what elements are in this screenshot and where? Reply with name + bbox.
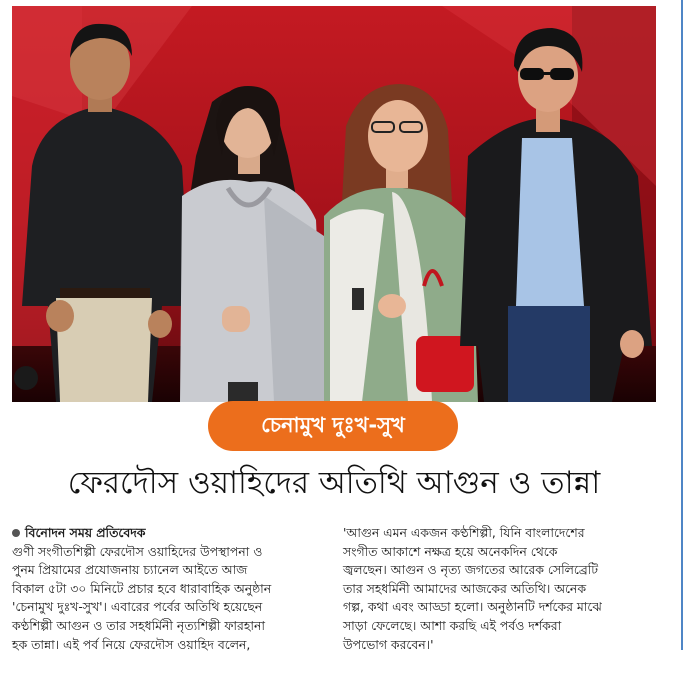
body-line: পুনম প্রিয়ামের প্রযোজনায় চ্যানেল আইতে আজ [12, 562, 248, 578]
byline [12, 524, 318, 543]
body-line: সংগীত আকাশে নক্ষত্র হয়ে অনেকদিন থেকে [343, 543, 558, 559]
body-line: হক তান্না। এই পর্ব নিয়ে ফেরদৌস ওয়াহিদ বলেন, [12, 636, 251, 652]
article-column-right [343, 524, 649, 654]
body-line: জ্বলছেন। আগুন ও নৃত্য জগতের আরেক সেলিব্রেটি [343, 562, 598, 578]
body-line: কণ্ঠশিল্পী আগুন ও তার সহধর্মিনী নৃত্যশিল্পী ফারহানা [12, 617, 265, 633]
body-line: তার সহধর্মিনী আমাদের আজকের অতিথি। অনেক [343, 580, 586, 596]
body-line: 'চেনামুখ দুঃখ-সুখ'। এবারের পর্বের অতিথি হয়েছেন [12, 599, 263, 615]
body-line: গল্প, কথা এবং আড্ডা হলো। অনুষ্ঠানটি দর্শকের মাঝে [343, 599, 602, 615]
headline: ফেরদৌস ওয়াহিদের অতিথি আগুন ও তান্না [67, 465, 601, 501]
byline-text: বিনোদন সময় প্রতিবেদক [25, 525, 146, 540]
body-line: বিকাল ৫টা ৩০ মিনিটে প্রচার হবে ধারাবাহিক অনুষ্ঠান [12, 580, 272, 596]
article-column-left [12, 524, 318, 654]
body-line: গুণী সংগীতশিল্পী ফেরদৌস ওয়াহিদের উপস্থাপনা ও [12, 543, 263, 559]
body-line: 'আগুন এমন একজন কণ্ঠশিল্পী, যিনি বাংলাদেশের [343, 525, 585, 540]
group-photo-illustration [12, 6, 656, 402]
bullet-icon [12, 529, 20, 537]
group-photo [12, 6, 656, 402]
section-banner: চেনামুখ দুঃখ-সুখ [208, 401, 458, 451]
body-line: সাড়া ফেলেছে। আশা করছি এই পর্বও দর্শকরা [343, 617, 562, 633]
column-edge-rule [681, 0, 683, 650]
body-line: উপভোগ করবেন।' [343, 636, 434, 652]
